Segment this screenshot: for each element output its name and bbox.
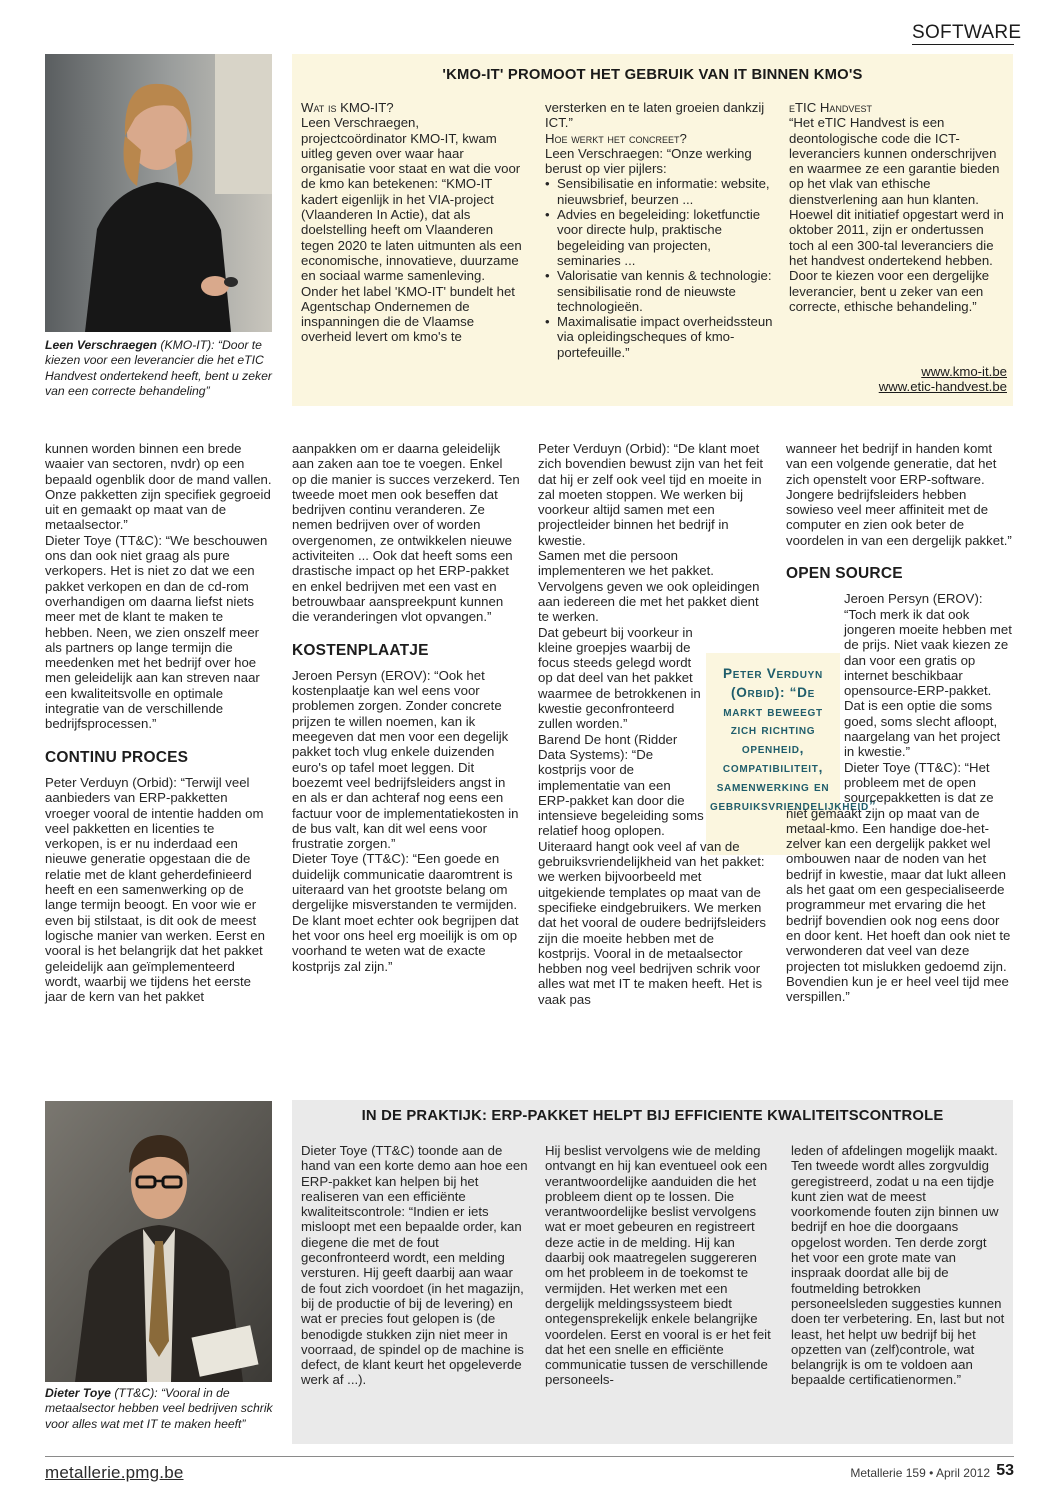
article-paragraph: Peter Verduyn (Orbid): “Terwijl veel aanbieders van ERP-pakketten vroeger vooral de intentie hadden om veel pakketten en licenties te verkopen, is er nu inderdaad een nieuwe generatie opgestaan die de relatie met de klant geherdefinieerd heeft en een samenwerking op de lange termijn beoogt. En voor wie er even bij stilstaat, is dit ook de meest logische manier van werken. Eerst en vooral is het belangrijk dat het pakket geleidelijk aan geïmplementeerd wordt, waarbij we tijdens het eerste jaar de kern van het pakket [45,774,265,1005]
infobox-column-1 [301,100,527,345]
list-item: • Advies en begeleiding: loketfunctie voor directe hulp, praktische begeleiding van projecten, seminaries ... [545,207,773,268]
infobox-paragraph: Leen Verschraegen: “Onze werking berust op vier pijlers: [545,145,752,177]
praktijk-infobox [292,1100,1013,1444]
caption-person-name: Dieter Toye [45,1386,111,1400]
article-paragraph: kunnen worden binnen een brede waaier van sectoren, nvdr) op een bepaald ogenblik door de mand vallen. Onze pakketten zijn specifiek gegroeid uit en gemaakt op maat van de metaalsector.” [45,441,272,533]
infobox-paragraph: Hij beslist vervolgens wie de melding ontvangt en hij kan eventueel ook een verantwoordelijke aanduiden die het probleem dient op te lossen. Die verantwoordelijke beslist vervolgens wat er moet gebeuren en registreert deze actie in de melding. Hij kan daarbij ook maatregelen suggereren om het probleem in de toekomst te vermijden. Het werken met een dergelijk meldingssysteem biedt ontegensprekelijk enkele belangrijke voordelen. Eerst en vooral is er het feit dat het een snelle en efficiënte communicatie tussen de verschillende personeels- [545,1143,771,1388]
infobox-column-1 [301,1143,529,1388]
infobox-paragraph: versterken en te laten groeien dankzij ICT.” [545,100,765,131]
infobox-title: IN DE PRAKTIJK: ERP-PAKKET HELPT BIJ EFFICIENTE KWALITEITSCONTROLE [361,1108,944,1124]
link-kmo-it[interactable]: www.kmo-it.be [921,364,1007,379]
page-number: 53 [996,1462,1014,1479]
article-paragraph: Dieter Toye (TT&C): “Het probleem met de open sourcepakketten is dat ze niet gemaakt zijn op maat van de metaal-kmo. Een handige doe-het-zelver kan een dergelijk pakket wel ombouwen naar de noden van het bedrijf in kwestie, maar dat lukt alleen als het gaat om een gespecialiseerde programmeur met ervaring die het bedrijf bovendien ook nog eens door en door kent. Het hoeft dan ook niet te verwonderen dat veel van deze projecten tot mislukken gedoemd zijn. Bovendien kun je er heel veel tijd mee verspillen.” [786,759,1011,1005]
photo-dieter-toye [45,1101,272,1382]
footer-issue: Metallerie 159 • April 2012 [850,1466,990,1480]
article-paragraph: Uiteraard hangt ook veel af van de gebruiksvriendelijkheid van het pakket: we werken bijvoorbeeld met uitgekiende templates op maat van de specifieke eindgebruikers. We merken dat het vooral de oudere bedrijfsleiders zijn die moeite hebben met de kostprijs. Vooral in de metaalsector hebben nog veel bedrijven schrik voor alles wat met IT te maken heeft. Het is vaak pas [538,838,766,1007]
list-item: • Maximalisatie impact overheidssteun via opleidingscheques of kmo-portefeuille.” [545,314,773,360]
link-etic-handvest[interactable]: www.etic-handvest.be [878,379,1007,395]
article-column-3 [538,441,766,1007]
footer-site-link[interactable]: metallerie.pmg.be [45,1463,184,1482]
infobox-column-2 [545,100,773,360]
article-paragraph: Dat gebeurt bij voorkeur in kleine groepjes waarbij de focus steeds gelegd wordt op dat deel van het pakket waarmee de betrokkenen in kwestie geconfronteerd zullen worden.” [538,624,701,732]
article-paragraph: Peter Verduyn (Orbid): “De klant moet zich bovendien bewust zijn van het feit dat hij er zelf ook veel tijd en moeite in zal moeten stoppen. We werken bij voorkeur altijd samen met een projectleider binnen het bedrijf in kwestie. [538,441,764,548]
article-column-2 [292,441,520,974]
infobox-subheading-wat: Wat is KMO-IT? [301,100,394,115]
article-paragraph: wanneer het bedrijf in handen komt van een volgende generatie, dat het zich openstelt voor ERP-software. Jongere bedrijfsleiders hebben sowieso veel meer affiniteit met de computer en zien ook beter de voordelen in van een dergelijk pakket.” [786,441,1012,548]
caption-text: (TT&C): “Vooral in de metaalsector hebben veel bedrijven schrik voor alles wat met IT te maken heeft” [45,1386,273,1431]
infobox-links [789,364,1007,395]
infobox-paragraph: Onder het label 'KMO-IT' bundelt het Agentschap Ondernemen de inspanningen die de Vlaamse overheid levert om kmo's te [301,283,515,345]
article-paragraph: Dieter Toye (TT&C): “Een goede en duidelijk communicatie daaromtrent is uiteraard van het grootste belang om dergelijke misverstanden te vermijden. De klant moet echter ook begrijpen dat het voor ons heel erg moeilijk is om op voorhand te weten wat de exacte kostprijs zal zijn.” [292,851,519,974]
section-label: SOFTWARE [912,22,1022,43]
article-column-1 [45,441,273,1004]
heading-continu-proces: CONTINU PROCES [45,748,189,766]
pillars-list [545,176,773,360]
footer-rule [45,1456,1014,1457]
infobox-subheading-etic: eTIC Handvest [789,100,872,115]
infobox-column-2 [545,1143,771,1388]
infobox-paragraph: leden of afdelingen mogelijk maakt. [791,1143,998,1158]
person-illustration-icon [45,1101,272,1382]
caption-text: (KMO-IT): “Door te kiezen voor een leverancier die het eTIC Handvest ondertekend heeft, bent u zeker van een correcte behandeling” [45,338,272,399]
list-item: • Sensibilisatie en informatie: website, nieuwsbrief, beurzen ... [545,176,773,207]
article-paragraph: aanpakken om er daarna geleidelijk aan zaken aan toe te voegen. Enkel op die manier is succes verzekerd. Ten tweede moet men ook beseffen dat bedrijven continu veranderen. Ze nemen bedrijven over of worden overgenomen, ze ontwikkelen nieuwe activiteiten ... Ook dat heeft soms een drastische impact op het ERP-pakket en enkel bedrijven met een vast en betrouwbaar aanspreekpunt kunnen die veranderingen vlot opvangen.” [292,441,520,625]
article-paragraph: Jeroen Persyn (EROV): “Toch merk ik dat ook jongeren moeite hebben met de prijs. Niet vaak kiezen ze dan voor een gratis op internet beschikbaar opensource-ERP-pakket. Dat is een optie die soms goed, soms slecht afloopt, naargelang van het project in kwestie.” [844,591,1012,760]
infobox-title: 'KMO-IT' PROMOOT HET GEBRUIK VAN IT BINNEN KMO'S [442,67,863,83]
caption-person-name: Leen Verschraegen [45,338,157,352]
infobox-paragraph: Leen Verschraegen, projectcoördinator KMO-IT, kwam uitleg geven over waar haar organisatie voor staat en wat die voor de kmo kan betekenen: “KMO-IT kadert eigenlijk in het VIA-project (Vlaanderen In Actie), dat als doelstelling heeft om Vlaanderen tegen 2020 te laten uitmunten als een economische, innovatieve, duurzame en sociaal warme samenleving. [301,115,522,284]
article-paragraph: Dieter Toye (TT&C): “We beschouwen ons dan ook niet graag als pure verkopers. Het is niet zo dat we een pakket verkopen en dan de cd-rom overhandigen om daarna liefst niets meer met de klant te maken te hebben. Neen, we zien onszelf meer als partners op lange termijn die meedenken met het bedrijf over hoe men geleidelijk aan kan streven naar een kwaliteitsvolle en optimale integratie van de verschillende bedrijfsprocessen.” [45,532,268,732]
infobox-column-3 [791,1143,1007,1388]
heading-kostenplaatje: KOSTENPLAATJE [292,641,429,659]
photo2-caption [45,1386,277,1432]
article-column-4 [786,441,1014,1004]
photo-leen-verschraegen [45,54,272,332]
infobox-paragraph: Ten tweede wordt alles zorgvuldig geregistreerd, zodat u na een tijdje kunt zien wat de meest voorkomende fouten zijn binnen uw bedrijf en hoe die doorgaans opgelost worden. Ten derde zorgt het voor een grote mate van inspraak doordat alle bij de foutmelding betrokken personeelsleden suggesties kunnen doen ter verbetering. En, last but not least, het helpt uw bedrijf bij het opzetten van (zelf)controle, wat belangrijk is om te voldoen aan bepaalde certificatienormen.” [791,1158,1005,1388]
list-item: • Valorisatie van kennis & technologie: sensibilisatie rond de nieuwste technologieën. [545,268,773,314]
heading-open-source: OPEN SOURCE [786,565,903,583]
pull-quote: Peter Verduyn (Orbid): “De markt beweegt zich richting openheid, compatibiliteit, samenwerking en gebruiksvriendelijkheid” [706,653,840,855]
kmo-it-infobox [292,54,1013,406]
article-paragraph: Jeroen Persyn (EROV): “Ook het kostenplaatje kan wel eens voor problemen zorgen. Zonder concrete prijzen te willen noemen, kan ik meegeven dat men voor een degelijk pakket toch vlug enkele duizenden euro's op tafel moet leggen. Dit boezemt veel bedrijfsleiders angst in en als er dan achteraf nog eens een factuur voor de implementatiekosten in de bus valt, kan dit wel eens voor frustratie zorgen.” [292,667,519,852]
person-illustration-icon [45,54,272,332]
article-paragraph: Samen met die persoon implementeren we het pakket. Vervolgens geven we ook opleidingen aan iedereen die met het pakket dient te werken. [538,548,760,625]
infobox-subheading-hoe: Hoe werkt het concreet? [545,130,687,146]
article-paragraph: Barend De hont (Ridder Data Systems): “De kostprijs voor de implementatie van een ERP-pakket kan door die intensieve begeleiding soms relatief hoog oplopen. [538,731,704,839]
photo1-caption [45,338,277,400]
infobox-paragraph: “Het eTIC Handvest is een deontologische code die ICT-leveranciers kunnen onderschrijven en waarmee ze een garantie bieden op het vlak van ethische dienstverlening aan hun klanten. Hoewel dit initiatief opgestart werd in oktober 2011, zijn er ondertussen toch al een 300-tal leveranciers die het handvest ondertekend hebben. Door te kiezen voor een dergelijke leverancier, bent u zeker van een correcte, ethische behandeling.” [789,115,1004,314]
infobox-column-3 [789,100,1007,314]
infobox-paragraph: Dieter Toye (TT&C) toonde aan de hand van een korte demo aan hoe een ERP-pakket kan helpen bij het realiseren van een efficiënte kwaliteitscontrole: “Indien er iets misloopt met een bepaalde order, kan diegene die met de fout geconfronteerd wordt, een melding versturen. Hij geeft daarbij aan waar de fout zich voordoet (in het magazijn, bij de productie of bij de levering) en wat er precies fout gelopen is (de benodigde stukken zijn niet meer in voorraad, de spindel op de machine is defect, de klant keurt het opgeleverde werk af ...). [301,1143,528,1388]
